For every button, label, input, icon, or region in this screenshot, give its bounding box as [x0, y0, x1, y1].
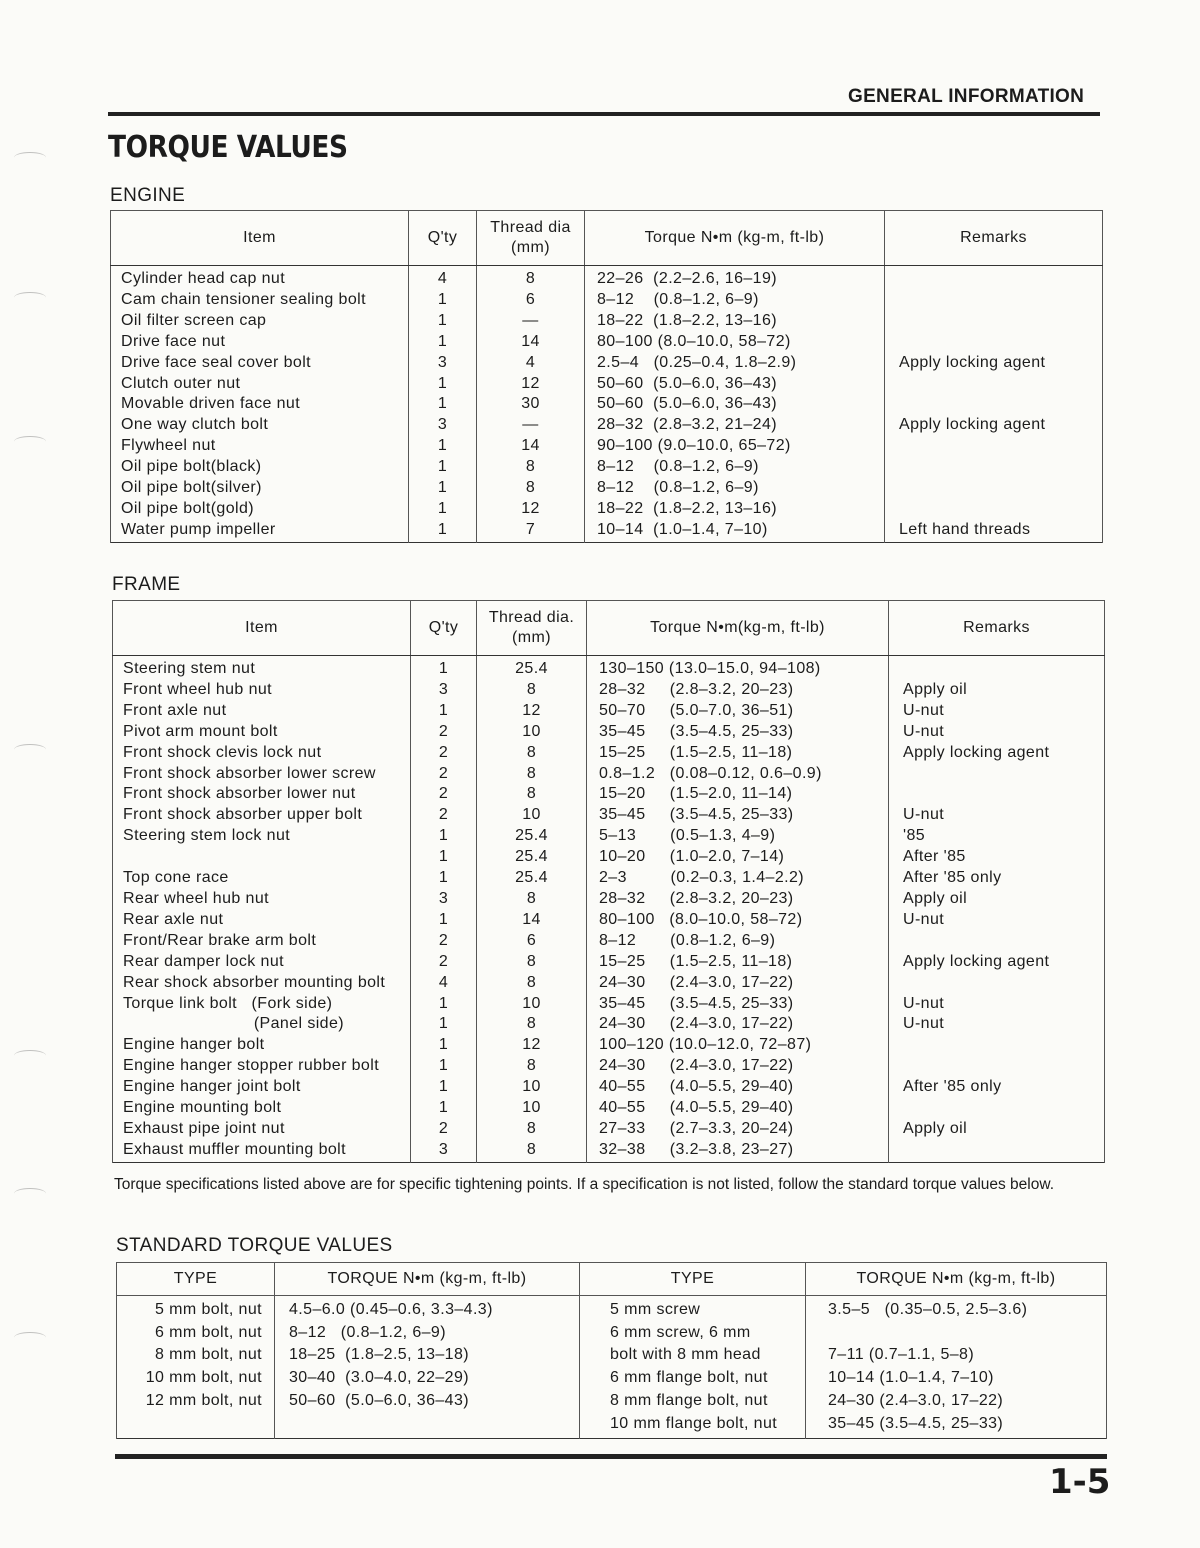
table-cell: 18‒22 (1.8‒2.2, 13‒16) [585, 499, 885, 520]
table-cell: One way clutch bolt [111, 415, 409, 436]
table-cell: Water pump impeller [111, 520, 409, 542]
table-cell: 80‒100 (8.0‒10.0, 58‒72) [585, 332, 885, 353]
table-cell: 18‒22 (1.8‒2.2, 13‒16) [585, 311, 885, 332]
table-cell: 1 [411, 847, 477, 868]
table-cell: 3 [409, 353, 477, 374]
table-cell: 50‒60 (5.0‒6.0, 36‒43) [275, 1390, 580, 1413]
table-cell: 1 [409, 457, 477, 478]
table-cell: 1 [409, 478, 477, 499]
table-cell: Engine hanger joint bolt [113, 1077, 411, 1098]
table-row [113, 656, 1105, 680]
table-cell: 24‒30 (2.4‒3.0, 17‒22) [587, 1056, 889, 1077]
table-cell: 10‒14 (1.0‒1.4, 7‒10) [806, 1367, 1107, 1390]
table-cell: 25.4 [477, 868, 587, 889]
table-cell [889, 931, 1105, 952]
table-cell: Clutch outer nut [111, 374, 409, 395]
table-cell: Oil filter screen cap [111, 311, 409, 332]
table-row [111, 478, 1103, 499]
section-header-title: GENERAL INFORMATION [848, 86, 1085, 107]
table-cell: Engine hanger stopper rubber bolt [113, 1056, 411, 1077]
table-cell: 100‒120 (10.0‒12.0, 72‒87) [587, 1035, 889, 1056]
binder-hole-mark [14, 1332, 46, 1343]
table-cell: 5 mm bolt, nut [117, 1296, 275, 1322]
table-cell: Apply locking agent [885, 415, 1103, 436]
table-cell: 10 mm flange bolt, nut [580, 1413, 806, 1439]
standard-heading: STANDARD TORQUE VALUES [116, 1235, 393, 1256]
table-cell [885, 311, 1103, 332]
frame-heading: FRAME [112, 574, 181, 595]
table-cell: 8 [477, 952, 587, 973]
table-cell: 22‒26 (2.2‒2.6, 16‒19) [585, 266, 885, 290]
table-cell: Oil pipe bolt(silver) [111, 478, 409, 499]
table-cell: U-nut [889, 1014, 1105, 1035]
table-cell: 30 [477, 394, 585, 415]
table-cell: 8 mm flange bolt, nut [580, 1390, 806, 1413]
table-cell: 1 [411, 1035, 477, 1056]
table-row [111, 332, 1103, 353]
table-cell: 32‒38 (3.2‒3.8, 23‒27) [587, 1140, 889, 1162]
table-cell: 28‒32 (2.8‒3.2, 20‒23) [587, 680, 889, 701]
table-cell: 4 [411, 973, 477, 994]
column-header: Item [111, 211, 409, 266]
table-cell: 12 [477, 1035, 587, 1056]
footer-rule [115, 1454, 1107, 1459]
binder-hole-mark [14, 1050, 46, 1061]
table-cell [806, 1322, 1107, 1345]
table-cell: Apply locking agent [889, 743, 1105, 764]
column-header: Thread dia. (mm) [477, 601, 587, 656]
table-cell: 25.4 [477, 847, 587, 868]
table-cell: Top cone race [113, 868, 411, 889]
engine-heading: ENGINE [110, 185, 186, 206]
table-cell: 2.5‒4 (0.25‒0.4, 1.8‒2.9) [585, 353, 885, 374]
table-cell: 30‒40 (3.0‒4.0, 22‒29) [275, 1367, 580, 1390]
table-cell: 3 [411, 889, 477, 910]
table-cell: 8‒12 (0.8‒1.2, 6‒9) [585, 457, 885, 478]
table-cell: Left hand threads [885, 520, 1103, 542]
table-cell: '85 [889, 826, 1105, 847]
table-row [113, 722, 1105, 743]
table-cell: 15‒20 (1.5‒2.0, 11‒14) [587, 784, 889, 805]
table-cell: 4.5‒6.0 (0.45‒0.6, 3.3‒4.3) [275, 1296, 580, 1322]
table-cell: 10‒20 (1.0‒2.0, 7‒14) [587, 847, 889, 868]
column-header: Remarks [889, 601, 1105, 656]
table-cell: 14 [477, 910, 587, 931]
table-cell: 50‒60 (5.0‒6.0, 36‒43) [585, 374, 885, 395]
table-cell: U-nut [889, 805, 1105, 826]
table-row [113, 1035, 1105, 1056]
table-cell [889, 764, 1105, 785]
table-row [113, 931, 1105, 952]
table-cell [885, 266, 1103, 290]
table-cell: 8‒12 (0.8‒1.2, 6‒9) [585, 478, 885, 499]
table-cell: 8‒12 (0.8‒1.2, 6‒9) [275, 1322, 580, 1345]
table-cell: 14 [477, 332, 585, 353]
table-cell: Apply oil [889, 1119, 1105, 1140]
table-cell: After '85 [889, 847, 1105, 868]
table-cell: 6 mm flange bolt, nut [580, 1367, 806, 1390]
table-cell [275, 1413, 580, 1439]
column-header: Q'ty [411, 601, 477, 656]
table-cell: 2 [411, 931, 477, 952]
table-cell: Front wheel hub nut [113, 680, 411, 701]
table-cell: 2 [411, 764, 477, 785]
table-cell: Drive face nut [111, 332, 409, 353]
table-cell [885, 394, 1103, 415]
table-cell: Steering stem lock nut [113, 826, 411, 847]
table-cell: Front shock clevis lock nut [113, 743, 411, 764]
table-row [111, 415, 1103, 436]
table-cell: 8 [477, 889, 587, 910]
table-cell: 8 [477, 1056, 587, 1077]
table-cell: Front shock absorber lower screw [113, 764, 411, 785]
table-cell: 28‒32 (2.8‒3.2, 21‒24) [585, 415, 885, 436]
table-row [113, 1098, 1105, 1119]
binder-hole-mark [14, 152, 46, 163]
table-row [113, 910, 1105, 931]
table-cell: 1 [411, 826, 477, 847]
frame-torque-table [112, 600, 1105, 1163]
table-cell: 0.8‒1.2 (0.08‒0.12, 0.6‒0.9) [587, 764, 889, 785]
table-cell: 1 [411, 1014, 477, 1035]
table-cell: Rear axle nut [113, 910, 411, 931]
table-cell: 4 [477, 353, 585, 374]
table-cell: Exhaust muffler mounting bolt [113, 1140, 411, 1162]
table-cell: 3 [411, 1140, 477, 1162]
column-header: Thread dia (mm) [477, 211, 585, 266]
table-cell: 1 [411, 1056, 477, 1077]
table-cell: Pivot arm mount bolt [113, 722, 411, 743]
table-row [113, 805, 1105, 826]
table-cell: 1 [411, 656, 477, 680]
table-cell: 6 mm screw, 6 mm [580, 1322, 806, 1345]
table-cell: Front shock absorber upper bolt [113, 805, 411, 826]
table-cell: 8 [477, 478, 585, 499]
table-row [113, 784, 1105, 805]
torque-note: Torque specifications listed above are for specific tightening points. If a specification is not listed, follow the standard torque values below. [114, 1176, 1055, 1193]
table-cell: 8 [477, 266, 585, 290]
table-row [117, 1390, 1107, 1413]
table-cell: 40‒55 (4.0‒5.5, 29‒40) [587, 1077, 889, 1098]
table-cell: 7 [477, 520, 585, 542]
table-cell [889, 1056, 1105, 1077]
table-cell: 25.4 [477, 656, 587, 680]
column-header: TORQUE N•m (kg-m, ft-lb) [806, 1263, 1107, 1296]
column-header: TORQUE N•m (kg-m, ft-lb) [275, 1263, 580, 1296]
table-cell: Oil pipe bolt(gold) [111, 499, 409, 520]
standard-torque-table [116, 1262, 1107, 1439]
table-cell: 10 [477, 805, 587, 826]
table-cell: Engine mounting bolt [113, 1098, 411, 1119]
table-cell: Apply locking agent [889, 952, 1105, 973]
table-cell: 1 [409, 374, 477, 395]
table-cell [885, 499, 1103, 520]
binder-hole-mark [14, 436, 46, 447]
table-row [117, 1344, 1107, 1367]
table-cell: 2 [411, 1119, 477, 1140]
table-cell: 50‒70 (5.0‒7.0, 36‒51) [587, 701, 889, 722]
table-cell: 1 [409, 290, 477, 311]
table-cell: 24‒30 (2.4‒3.0, 17‒22) [587, 1014, 889, 1035]
table-cell: 2 [411, 952, 477, 973]
table-row [117, 1413, 1107, 1439]
page-title: TORQUE VALUES [108, 130, 348, 165]
table-row [113, 1014, 1105, 1035]
table-cell: 18‒25 (1.8‒2.5, 13‒18) [275, 1344, 580, 1367]
table-cell [885, 374, 1103, 395]
table-cell: 130‒150 (13.0‒15.0, 94‒108) [587, 656, 889, 680]
table-cell: 10 [477, 1098, 587, 1119]
table-row [113, 826, 1105, 847]
table-cell: Steering stem nut [113, 656, 411, 680]
table-cell: After '85 only [889, 868, 1105, 889]
table-cell: 2 [411, 722, 477, 743]
table-cell: After '85 only [889, 1077, 1105, 1098]
table-row [113, 1056, 1105, 1077]
table-cell [889, 973, 1105, 994]
table-row [113, 973, 1105, 994]
table-cell: 1 [409, 311, 477, 332]
table-cell: 10 [477, 994, 587, 1015]
table-cell [885, 478, 1103, 499]
table-row [117, 1296, 1107, 1322]
table-cell: Flywheel nut [111, 436, 409, 457]
table-cell: Front shock absorber lower nut [113, 784, 411, 805]
table-cell: 15‒25 (1.5‒2.5, 11‒18) [587, 952, 889, 973]
table-cell: 2 [411, 805, 477, 826]
table-cell: 14 [477, 436, 585, 457]
table-cell: 50‒60 (5.0‒6.0, 36‒43) [585, 394, 885, 415]
table-cell: Rear damper lock nut [113, 952, 411, 973]
table-cell: 2 [411, 784, 477, 805]
table-cell: 35‒45 (3.5‒4.5, 25‒33) [587, 722, 889, 743]
table-cell: Apply oil [889, 680, 1105, 701]
table-cell: 24‒30 (2.4‒3.0, 17‒22) [806, 1390, 1107, 1413]
header-rule [108, 112, 1100, 116]
table-cell: Torque link bolt (Fork side) [113, 994, 411, 1015]
table-cell: 10 [477, 722, 587, 743]
table-cell [885, 332, 1103, 353]
table-row [113, 1077, 1105, 1098]
table-cell: Cylinder head cap nut [111, 266, 409, 290]
table-header-row [111, 211, 1103, 266]
table-row [111, 457, 1103, 478]
table-cell: Rear shock absorber mounting bolt [113, 973, 411, 994]
table-cell: 80‒100 (8.0‒10.0, 58‒72) [587, 910, 889, 931]
table-cell: 12 [477, 374, 585, 395]
table-row [113, 868, 1105, 889]
table-cell: 6 [477, 290, 585, 311]
table-cell: 8 [477, 784, 587, 805]
table-cell: 8 [477, 1119, 587, 1140]
table-cell: 8‒12 (0.8‒1.2, 6‒9) [585, 290, 885, 311]
table-cell: U-nut [889, 722, 1105, 743]
table-cell: 8 [477, 973, 587, 994]
column-header: Remarks [885, 211, 1103, 266]
table-cell: 8 [477, 764, 587, 785]
table-row [111, 290, 1103, 311]
table-row [113, 994, 1105, 1015]
table-cell: 1 [411, 994, 477, 1015]
table-cell: 8 [477, 743, 587, 764]
table-cell: Rear wheel hub nut [113, 889, 411, 910]
table-cell: 40‒55 (4.0‒5.5, 29‒40) [587, 1098, 889, 1119]
binder-hole-mark [14, 292, 46, 303]
table-cell: 8 [477, 1140, 587, 1162]
table-row [113, 952, 1105, 973]
column-header: Torque N•m (kg-m, ft-lb) [585, 211, 885, 266]
column-header: TYPE [117, 1263, 275, 1296]
table-cell: 8 mm bolt, nut [117, 1344, 275, 1367]
table-row [117, 1367, 1107, 1390]
table-cell: Engine hanger bolt [113, 1035, 411, 1056]
table-cell: — [477, 311, 585, 332]
table-row [111, 353, 1103, 374]
table-cell [113, 847, 411, 868]
table-cell: U-nut [889, 701, 1105, 722]
table-cell: Apply locking agent [885, 353, 1103, 374]
page-number: 1-5 [1049, 1462, 1111, 1502]
table-row [111, 520, 1103, 542]
table-cell: 1 [409, 332, 477, 353]
table-cell: 6 mm bolt, nut [117, 1322, 275, 1345]
table-cell [885, 457, 1103, 478]
table-cell: Exhaust pipe joint nut [113, 1119, 411, 1140]
engine-torque-table [110, 210, 1103, 543]
table-row [111, 499, 1103, 520]
column-header: Torque N•m(kg-m, ft-lb) [587, 601, 889, 656]
table-cell: 1 [411, 1077, 477, 1098]
binder-hole-mark [14, 744, 46, 755]
table-cell: U-nut [889, 910, 1105, 931]
table-row [113, 1119, 1105, 1140]
table-row [113, 701, 1105, 722]
table-cell: Oil pipe bolt(black) [111, 457, 409, 478]
table-row [111, 374, 1103, 395]
table-cell: 4 [409, 266, 477, 290]
table-row [113, 1140, 1105, 1162]
table-row [111, 266, 1103, 290]
table-cell: 3 [411, 680, 477, 701]
table-header-row [117, 1263, 1107, 1296]
column-header: Item [113, 601, 411, 656]
table-row [113, 680, 1105, 701]
table-cell: 12 mm bolt, nut [117, 1390, 275, 1413]
table-cell: Front/Rear brake arm bolt [113, 931, 411, 952]
table-cell: 8 [477, 680, 587, 701]
table-cell: 1 [409, 499, 477, 520]
table-cell: Movable driven face nut [111, 394, 409, 415]
table-cell: U-nut [889, 994, 1105, 1015]
table-cell: 28‒32 (2.8‒3.2, 20‒23) [587, 889, 889, 910]
table-cell: 3 [409, 415, 477, 436]
table-cell: 10 mm bolt, nut [117, 1367, 275, 1390]
table-cell [889, 1035, 1105, 1056]
table-cell: 2 [411, 743, 477, 764]
table-cell: 8 [477, 1014, 587, 1035]
table-cell: 8 [477, 457, 585, 478]
table-cell: Cam chain tensioner sealing bolt [111, 290, 409, 311]
table-row [111, 394, 1103, 415]
table-cell: 8‒12 (0.8‒1.2, 6‒9) [587, 931, 889, 952]
table-cell [885, 436, 1103, 457]
column-header: TYPE [580, 1263, 806, 1296]
table-cell: 1 [411, 868, 477, 889]
table-cell: Front axle nut [113, 701, 411, 722]
table-cell: 1 [409, 520, 477, 542]
table-row [111, 436, 1103, 457]
table-cell [117, 1413, 275, 1439]
table-cell: 24‒30 (2.4‒3.0, 17‒22) [587, 973, 889, 994]
table-cell: 12 [477, 701, 587, 722]
table-cell: 1 [409, 436, 477, 457]
table-cell: Apply oil [889, 889, 1105, 910]
table-row [111, 311, 1103, 332]
table-header-row [113, 601, 1105, 656]
table-row [113, 743, 1105, 764]
table-cell: 1 [411, 910, 477, 931]
table-cell: 1 [411, 701, 477, 722]
table-cell: (Panel side) [113, 1014, 411, 1035]
table-cell: 35‒45 (3.5‒4.5, 25‒33) [806, 1413, 1107, 1439]
table-cell: 15‒25 (1.5‒2.5, 11‒18) [587, 743, 889, 764]
table-cell [889, 784, 1105, 805]
column-header: Q'ty [409, 211, 477, 266]
table-cell: 6 [477, 931, 587, 952]
table-row [113, 889, 1105, 910]
table-row [113, 764, 1105, 785]
table-cell: 5‒13 (0.5‒1.3, 4‒9) [587, 826, 889, 847]
table-row [113, 847, 1105, 868]
table-cell: bolt with 8 mm head [580, 1344, 806, 1367]
table-cell: 2‒3 (0.2‒0.3, 1.4‒2.2) [587, 868, 889, 889]
table-cell: 25.4 [477, 826, 587, 847]
table-cell [889, 656, 1105, 680]
table-row [117, 1322, 1107, 1345]
binder-hole-mark [14, 1188, 46, 1199]
table-cell: Drive face seal cover bolt [111, 353, 409, 374]
table-cell: 12 [477, 499, 585, 520]
table-cell: — [477, 415, 585, 436]
table-cell: 1 [411, 1098, 477, 1119]
table-cell: 10‒14 (1.0‒1.4, 7‒10) [585, 520, 885, 542]
table-cell: 5 mm screw [580, 1296, 806, 1322]
table-cell: 10 [477, 1077, 587, 1098]
table-cell: 90‒100 (9.0‒10.0, 65‒72) [585, 436, 885, 457]
table-cell [885, 290, 1103, 311]
table-cell: 1 [409, 394, 477, 415]
table-cell: 35‒45 (3.5‒4.5, 25‒33) [587, 805, 889, 826]
table-cell [889, 1098, 1105, 1119]
table-cell: 3.5‒5 (0.35‒0.5, 2.5‒3.6) [806, 1296, 1107, 1322]
table-cell: 7‒11 (0.7‒1.1, 5‒8) [806, 1344, 1107, 1367]
table-cell: 35‒45 (3.5‒4.5, 25‒33) [587, 994, 889, 1015]
table-cell: 27‒33 (2.7‒3.3, 20‒24) [587, 1119, 889, 1140]
table-cell [889, 1140, 1105, 1162]
